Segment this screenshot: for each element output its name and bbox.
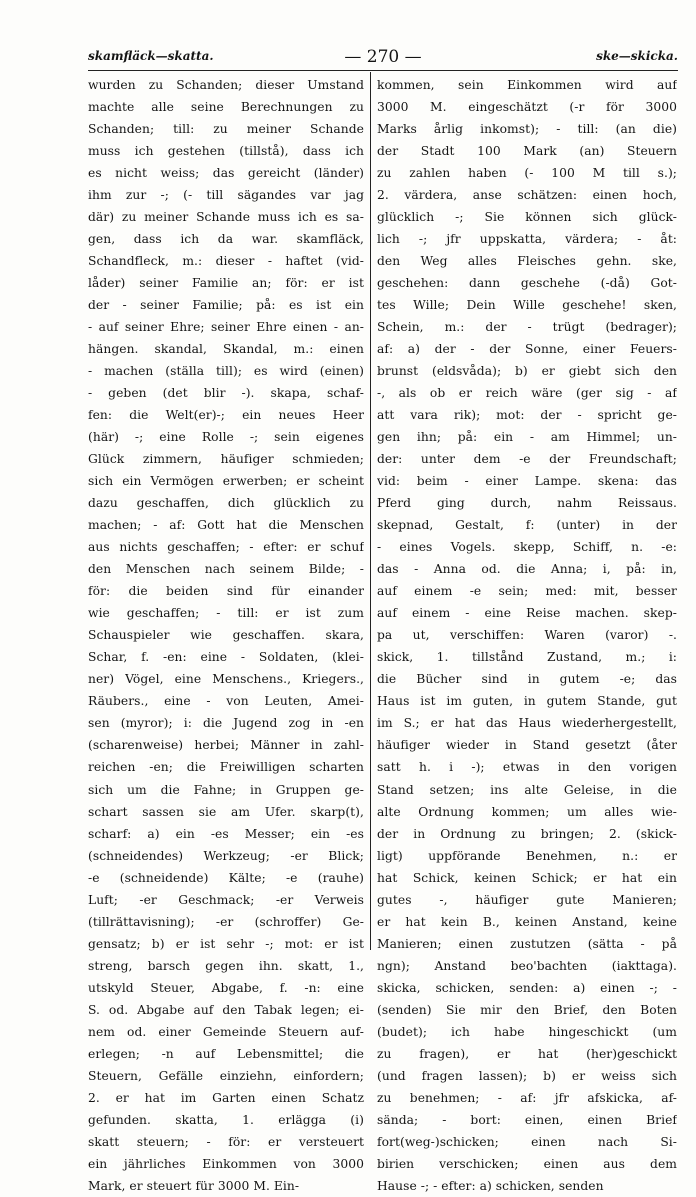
text-line: die Bücher sind in gutem -e; das (377, 672, 677, 687)
text-line: sich um die Fahne; in Gruppen ge- (88, 782, 364, 797)
text-line: lich -; jfr uppskatta, värdera; - åt: (377, 232, 677, 247)
text-line: låder) seiner Familie an; för: er ist (88, 276, 364, 291)
text-line: hängen. skandal, Skandal, m.: einen (88, 342, 364, 357)
text-line: vid: beim - einer Lampe. skena: das (377, 474, 677, 489)
text-line: skepnad, Gestalt, f: (unter) in der (377, 518, 677, 533)
text-line: reichen -en; die Freiwilligen scharten (88, 760, 364, 775)
text-line: das - Anna od. die Anna; i, på: in, (377, 562, 677, 577)
text-line: där) zu meiner Schande muss ich es sa- (88, 210, 364, 225)
text-line: hat Schick, keinen Schick; er hat ein (377, 870, 677, 885)
text-line: er hat kein B., keinen Anstand, keine (377, 914, 677, 929)
text-line: machte alle seine Berechnungen zu (88, 100, 364, 115)
text-line: zu zahlen haben (- 100 M till s.); (377, 166, 677, 181)
text-line: sich ein Vermögen erwerben; er scheint (88, 474, 364, 489)
running-head-right: ske—skicka. (596, 49, 678, 63)
text-line: muss ich gestehen (tillstå), dass ich (88, 144, 364, 159)
column-divider (370, 72, 371, 950)
text-line: - machen (ställa till); es wird (einen) (88, 364, 364, 379)
text-line: (tillrättavisning); -er (schroffer) Ge- (88, 914, 364, 929)
text-line: sända; - bort: einen, einen Brief (377, 1112, 677, 1127)
text-line: 2. er hat im Garten einen Schatz (88, 1090, 364, 1105)
text-line: den Menschen nach seinem Bilde; - (88, 562, 364, 577)
text-line: gen, dass ich da war. skamfläck, (88, 232, 364, 247)
text-line: zu benehmen; - af: jfr afskicka, af- (377, 1090, 677, 1105)
running-head (88, 47, 678, 69)
text-line: af: a) der - der Sonne, einer Feuers- (377, 342, 677, 357)
text-line: den Weg alles Fleisches gehn. ske, (377, 254, 677, 269)
text-line: Steuern, Gefälle einziehn, einfordern; (88, 1068, 364, 1083)
text-line: häufiger wieder in Stand gesetzt (åter (377, 738, 677, 753)
text-line: 3000 M. eingeschätzt (-r för 3000 (377, 100, 677, 115)
text-line: gutes -, häufiger gute Manieren; (377, 892, 677, 907)
text-line: gensatz; b) er ist sehr -; mot: er ist (88, 936, 364, 951)
text-line: im S.; er hat das Haus wiederhergestellt, (377, 716, 677, 731)
text-line: aus nichts geschaffen; - efter: er schuf (88, 540, 364, 555)
text-line: brunst (eldsvåda); b) er giebt sich den (377, 364, 677, 379)
text-line: streng, barsch gegen ihn. skatt, 1., (88, 958, 364, 973)
header-rule (88, 70, 678, 71)
text-line: (senden) Sie mir den Brief, den Boten (377, 1002, 677, 1017)
text-line: glücklich -; Sie können sich glück- (377, 210, 677, 225)
text-line: tes Wille; Dein Wille geschehe! sken, (377, 298, 677, 313)
running-head-left: skamfläck—skatta. (88, 49, 214, 63)
text-line: ngn); Anstand beo'bachten (iakttaga). (377, 958, 677, 973)
text-line: utskyld Steuer, Abgabe, f. -n: eine (88, 980, 364, 995)
text-line: machen; - af: Gott hat die Menschen (88, 518, 364, 533)
text-line: Marks årlig inkomst); - till: (an die) (377, 122, 677, 137)
text-line: geschehen: dann geschehe (-då) Got- (377, 276, 677, 291)
text-line: der in Ordnung zu bringen; 2. (skick- (377, 826, 677, 841)
text-line: auf einem - eine Reise machen. skep- (377, 606, 677, 621)
text-line: 2. värdera, anse schätzen: einen hoch, (377, 188, 677, 203)
text-line: der Stadt 100 Mark (an) Steuern (377, 144, 677, 159)
text-line: scharf: a) ein -es Messer; ein -es (88, 826, 364, 841)
text-line: skick, 1. tillstånd Zustand, m.; i: (377, 650, 677, 665)
text-line: - geben (det blir -). skapa, schaf- (88, 386, 364, 401)
text-line: ihm zur -; (- till sägandes var jag (88, 188, 364, 203)
text-line: Schanden; till: zu meiner Schande (88, 122, 364, 137)
text-line: der: unter dem -e der Freundschaft; (377, 452, 677, 467)
text-line: Pferd ging durch, nahm Reissaus. (377, 496, 677, 511)
text-line: sen (myror); i: die Jugend zog in -en (88, 716, 364, 731)
text-line: Schauspieler wie geschaffen. skara, (88, 628, 364, 643)
text-line: Manieren; einen zustutzen (sätta - på (377, 936, 677, 951)
text-line: birien verschicken; einen aus dem (377, 1156, 677, 1171)
text-line: ner) Vögel, eine Menschens., Kriegers., (88, 672, 364, 687)
text-line: Glück zimmern, häufiger schmieden; (88, 452, 364, 467)
text-line: Schar, f. -en: eine - Soldaten, (klei- (88, 650, 364, 665)
text-line: zu fragen), er hat (her)geschickt (377, 1046, 677, 1061)
left-column (88, 74, 364, 1197)
text-line: nem od. einer Gemeinde Steuern auf- (88, 1024, 364, 1039)
text-line: -e (schneidende) Kälte; -e (rauhe) (88, 870, 364, 885)
right-column (377, 74, 677, 1197)
text-line: Haus ist im guten, in gutem Stande, gut (377, 694, 677, 709)
text-line: erlegen; -n auf Lebensmittel; die (88, 1046, 364, 1061)
text-line: gen ihn; på: ein - am Himmel; un- (377, 430, 677, 445)
text-line: wie geschaffen; - till: er ist zum (88, 606, 364, 621)
text-line: es nicht weiss; das gereicht (länder) (88, 166, 364, 181)
text-line: Räubers., eine - von Leuten, Amei- (88, 694, 364, 709)
page-number: — 270 — (344, 47, 422, 67)
text-line: ligt) uppförande Benehmen, n.: er (377, 848, 677, 863)
text-line: -, als ob er reich wäre (ger sig - af (377, 386, 677, 401)
text-line: skatt steuern; - för: er versteuert (88, 1134, 364, 1149)
text-line: - auf seiner Ehre; seiner Ehre einen - an- (88, 320, 364, 335)
text-line: auf einem -e sein; med: mit, besser (377, 584, 677, 599)
text-line: ein jährliches Einkommen von 3000 (88, 1156, 364, 1171)
text-line: (budet); ich habe hingeschickt (um (377, 1024, 677, 1039)
text-line: skicka, schicken, senden: a) einen -; - (377, 980, 677, 995)
text-line: Schein, m.: der - trügt (bedrager); (377, 320, 677, 335)
text-line: Mark, er steuert für 3000 M. Ein- (88, 1178, 300, 1193)
text-line: gefunden. skatta, 1. erlägga (i) (88, 1112, 364, 1127)
text-line: schart sassen sie am Ufer. skarp(t), (88, 804, 364, 819)
text-line: (und fragen lassen); b) er weiss sich (377, 1068, 677, 1083)
text-line: alte Ordnung kommen; um alles wie- (377, 804, 677, 819)
text-line: fen: die Welt(er)-; ein neues Heer (88, 408, 364, 423)
text-line: wurden zu Schanden; dieser Umstand (88, 78, 364, 92)
text-line: fort(weg-)schicken; einen nach Si- (377, 1134, 677, 1149)
text-line: att vara rik); mot: der - spricht ge- (377, 408, 677, 423)
text-line: Stand setzen; ins alte Geleise, in die (377, 782, 677, 797)
text-line: Schandfleck, m.: dieser - haftet (vid- (88, 254, 364, 269)
text-line: dazu geschaffen, dich glücklich zu (88, 496, 364, 511)
text-line: der - seiner Familie; på: es ist ein (88, 298, 364, 313)
text-line: kommen, sein Einkommen wird auf (377, 78, 677, 92)
text-line: (schneidendes) Werkzeug; -er Blick; (88, 848, 364, 863)
text-line: S. od. Abgabe auf den Tabak legen; ei- (88, 1002, 364, 1017)
text-line: Hause -; - efter: a) schicken, senden (377, 1178, 604, 1193)
text-line: (scharenweise) herbei; Männer in zahl- (88, 738, 364, 753)
text-line: för: die beiden sind für einander (88, 584, 364, 599)
text-line: - eines Vogels. skepp, Schiff, n. -e: (377, 540, 677, 555)
text-line: Luft; -er Geschmack; -er Verweis (88, 892, 364, 907)
text-line: (här) -; eine Rolle -; sein eigenes (88, 430, 364, 445)
text-line: pa ut, verschiffen: Waren (varor) -. (377, 628, 677, 643)
text-line: satt h. i -); etwas in den vorigen (377, 760, 677, 775)
